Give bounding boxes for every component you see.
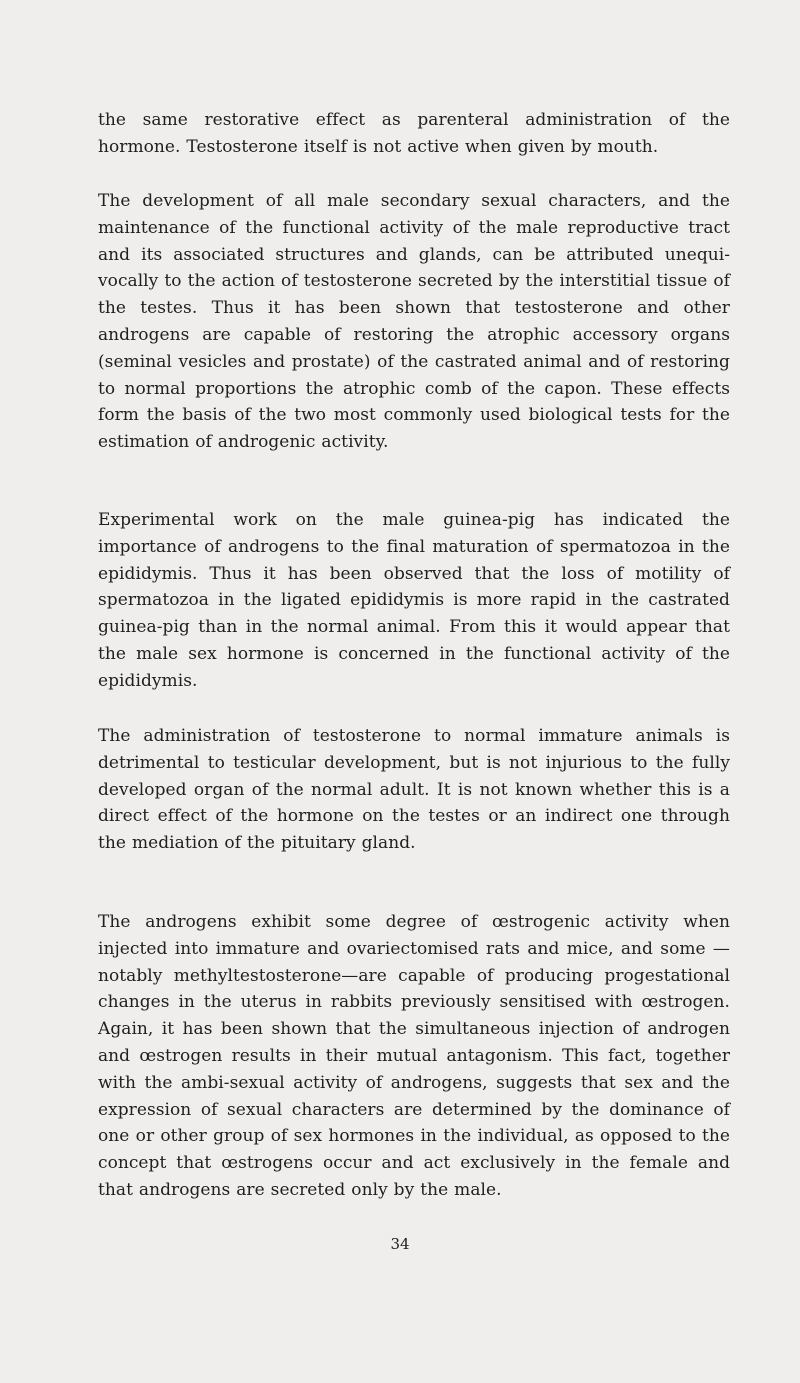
paragraph-continuation: the same restorative effect as parenteral administration of the hormone. Testosterone itself is not active when given by mouth.: [98, 110, 730, 157]
page-number: 34: [390, 1235, 410, 1253]
paragraph-guinea-pig-experiments: Experimental work on the male guinea-pig has indicated the importance of androgens to the final maturation of spermatozoa in the epididymis. Thus it has been observed that the loss of motility of spermatozoa in the ligated epididymis is more rapid in the castrated guinea-pig than in the normal animal. From this it would appear that the male sex hormone is concerned in the functional activity of the epididymis.: [98, 510, 730, 691]
paragraph-oestrogenic-activity: The androgens exhibit some degree of œstrogenic activity when injected into immature and ovariectomised rats and mice, and some —notably methyltestosterone—are capable of producing progestational changes in the uterus in rabbits previously sensitised with œstrogen. Again, it has been shown that the simultaneous injection of androgen and œstrogen results in their mutual antagonism. This fact, together with the ambi-sexual activity of androgens, suggests that sex and the expression of sexual characters are determined by the dominance of one or other group of sex hormones in the individual, as opposed to the concept that œstrogens occur and act exclusively in the female and that androgens are secreted only by the male.: [98, 912, 730, 1200]
paragraph-testicular-development: The administration of testosterone to normal immature animals is detrimental to testicular development, but is not injurious to the fully developed organ of the normal adult. It is not known whether this is a direct effect of the hormone on the testes or an indirect one through the mediation of the pituitary gland.: [98, 726, 730, 854]
paragraph-secondary-sexual-characters: The development of all male secondary sexual characters, and the maintenance of the functional activity of the male reproductive tract and its associated structures and glands, can be attributed unequivocally to the action of testosterone secreted by the interstitial tissue of the testes. Thus it has been shown that testosterone and other androgens are capable of restoring the atrophic accessory organs (seminal vesicles and prostate) of the castrated animal and of restoring to normal proportions the atrophic comb of the capon. These effects form the basis of the two most commonly used biological tests for the estimation of androgenic activity.: [98, 191, 730, 453]
